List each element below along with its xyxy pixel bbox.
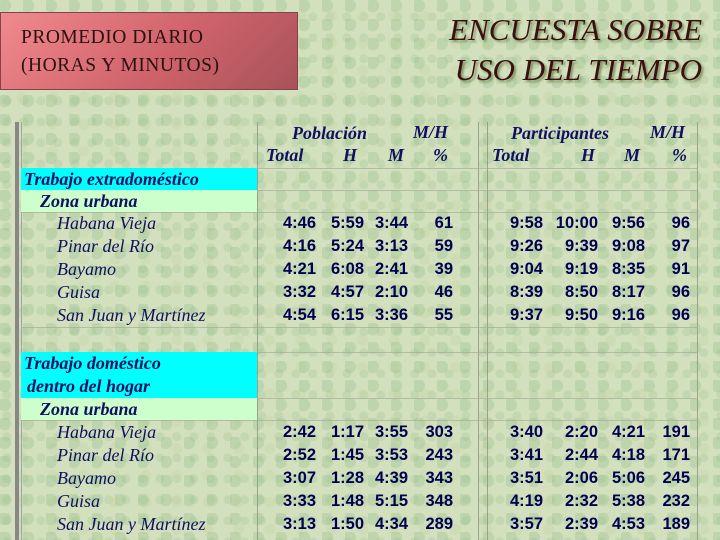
cell-poblacion-m: 3:36 [374, 306, 408, 324]
header-h-participantes: H [581, 145, 596, 165]
cell-participantes-m: 4:21 [611, 423, 645, 441]
cell-participantes-total: 3:57 [509, 515, 543, 533]
cell-participantes-mh: 97 [671, 237, 690, 255]
cell-poblacion-h: 1:48 [330, 492, 364, 510]
subtitle-line-2: (HORAS Y MINUTOS) [21, 55, 220, 76]
cell-poblacion-mh: 59 [434, 237, 453, 255]
cell-participantes-mh: 171 [662, 446, 690, 464]
cell-poblacion-total: 3:33 [282, 492, 316, 510]
cell-poblacion-total: 4:46 [282, 214, 316, 232]
header-mh-participantes: M/H [650, 122, 686, 142]
cell-participantes-m: 8:17 [611, 283, 645, 301]
cell-participantes-total: 3:51 [509, 469, 543, 487]
cell-participantes-m: 9:56 [611, 214, 645, 232]
cell-poblacion-m: 4:34 [374, 515, 408, 533]
cell-poblacion-total: 4:16 [282, 237, 316, 255]
cell-poblacion-h: 5:59 [330, 214, 364, 232]
row-label: Pinar del Río [57, 236, 154, 256]
cell-poblacion-total: 3:32 [282, 283, 316, 301]
cell-poblacion-h: 1:28 [330, 469, 364, 487]
section-2-title-line-2: dentro del hogar [27, 376, 151, 396]
cell-poblacion-mh: 303 [425, 423, 453, 441]
cell-participantes-h: 2:44 [564, 446, 598, 464]
row-divider [21, 327, 698, 328]
column-divider [697, 122, 698, 540]
cell-poblacion-m: 4:39 [374, 469, 408, 487]
cell-participantes-h: 10:00 [555, 214, 598, 232]
column-divider [478, 122, 479, 540]
column-divider [257, 122, 258, 540]
cell-participantes-mh: 96 [671, 306, 690, 324]
cell-participantes-m: 5:38 [611, 492, 645, 510]
cell-poblacion-mh: 39 [434, 260, 453, 278]
table-left-border [15, 122, 19, 540]
cell-participantes-mh: 191 [662, 423, 690, 441]
cell-participantes-m: 8:35 [611, 260, 645, 278]
cell-poblacion-h: 5:24 [330, 237, 364, 255]
cell-participantes-mh: 245 [662, 469, 690, 487]
row-label: Guisa [57, 491, 101, 511]
cell-participantes-h: 2:06 [564, 469, 598, 487]
row-label: San Juan y Martínez [57, 305, 206, 325]
cell-participantes-mh: 232 [662, 492, 690, 510]
cell-poblacion-m: 5:15 [374, 492, 408, 510]
subtitle-line-1: PROMEDIO DIARIO [21, 27, 204, 48]
cell-participantes-mh: 189 [662, 515, 690, 533]
cell-participantes-total: 9:04 [509, 260, 543, 278]
row-label: Bayamo [57, 468, 116, 488]
cell-participantes-total: 9:58 [509, 214, 543, 232]
header-pct-participantes: % [672, 145, 687, 165]
header-participantes: Participantes [511, 123, 609, 143]
cell-poblacion-total: 3:07 [282, 469, 316, 487]
cell-poblacion-total: 3:13 [282, 515, 316, 533]
cell-participantes-mh: 91 [671, 260, 690, 278]
cell-poblacion-h: 1:45 [330, 446, 364, 464]
cell-poblacion-mh: 55 [434, 306, 453, 324]
cell-participantes-m: 9:08 [611, 237, 645, 255]
header-mh-poblacion: M/H [413, 122, 449, 142]
cell-poblacion-mh: 343 [425, 469, 453, 487]
row-label: San Juan y Martínez [57, 514, 206, 534]
row-label: Bayamo [57, 259, 116, 279]
header-total-poblacion: Total [266, 145, 304, 165]
cell-poblacion-total: 4:54 [282, 306, 316, 324]
row-label: Habana Vieja [57, 422, 157, 442]
cell-participantes-total: 8:39 [509, 283, 543, 301]
cell-participantes-h: 9:19 [564, 260, 598, 278]
cell-poblacion-h: 4:57 [330, 283, 364, 301]
cell-participantes-h: 9:50 [564, 306, 598, 324]
page-title-line-2: USO DEL TIEMPO [454, 52, 702, 87]
row-label: Pinar del Río [57, 445, 154, 465]
cell-participantes-h: 9:39 [564, 237, 598, 255]
cell-poblacion-m: 2:10 [374, 283, 408, 301]
cell-poblacion-m: 3:44 [374, 214, 408, 232]
cell-poblacion-mh: 243 [425, 446, 453, 464]
row-label: Guisa [57, 282, 101, 302]
cell-poblacion-m: 3:13 [374, 237, 408, 255]
cell-poblacion-mh: 289 [425, 515, 453, 533]
cell-poblacion-h: 6:08 [330, 260, 364, 278]
section-1-zone: Zona urbana [40, 191, 138, 211]
header-total-participantes: Total [492, 145, 530, 165]
cell-participantes-m: 4:53 [611, 515, 645, 533]
cell-participantes-m: 5:06 [611, 469, 645, 487]
cell-participantes-total: 9:37 [509, 306, 543, 324]
cell-poblacion-m: 3:53 [374, 446, 408, 464]
cell-participantes-m: 9:16 [611, 306, 645, 324]
cell-poblacion-m: 3:55 [374, 423, 408, 441]
cell-participantes-h: 2:32 [564, 492, 598, 510]
section-1-title: Trabajo extradoméstico [24, 169, 199, 189]
section-2-title-line-1: Trabajo doméstico [24, 353, 161, 373]
row-label: Habana Vieja [57, 213, 157, 233]
cell-poblacion-h: 6:15 [330, 306, 364, 324]
cell-poblacion-m: 2:41 [374, 260, 408, 278]
cell-participantes-total: 4:19 [509, 492, 543, 510]
header-m-poblacion: M [388, 145, 405, 165]
header-h-poblacion: H [343, 145, 358, 165]
cell-poblacion-mh: 46 [434, 283, 453, 301]
cell-participantes-h: 2:39 [564, 515, 598, 533]
cell-poblacion-h: 1:17 [330, 423, 364, 441]
cell-participantes-h: 2:20 [564, 423, 598, 441]
page-title-line-1: ENCUESTA SOBRE [449, 12, 702, 47]
cell-participantes-total: 9:26 [509, 237, 543, 255]
cell-poblacion-mh: 348 [425, 492, 453, 510]
cell-participantes-mh: 96 [671, 214, 690, 232]
cell-poblacion-mh: 61 [434, 214, 453, 232]
header-m-participantes: M [624, 145, 641, 165]
cell-poblacion-total: 2:42 [282, 423, 316, 441]
cell-participantes-m: 4:18 [611, 446, 645, 464]
cell-participantes-mh: 96 [671, 283, 690, 301]
section-2-zone: Zona urbana [40, 399, 138, 419]
cell-participantes-total: 3:41 [509, 446, 543, 464]
cell-poblacion-total: 4:21 [282, 260, 316, 278]
cell-poblacion-total: 2:52 [282, 446, 316, 464]
subtitle-box [0, 12, 298, 90]
cell-participantes-h: 8:50 [564, 283, 598, 301]
header-pct-poblacion: % [433, 145, 448, 165]
cell-poblacion-h: 1:50 [330, 515, 364, 533]
cell-participantes-total: 3:40 [509, 423, 543, 441]
header-poblacion: Población [292, 123, 367, 143]
column-divider [487, 122, 488, 540]
